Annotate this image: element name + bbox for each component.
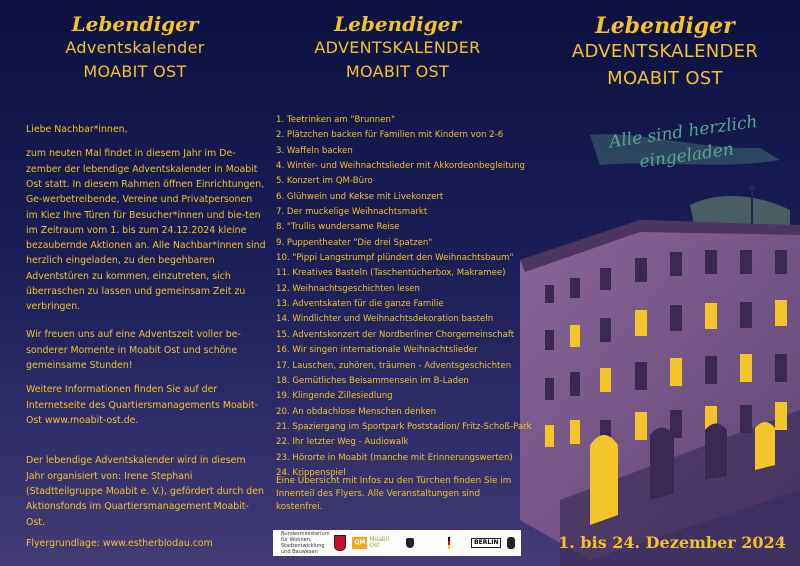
title-script: Lebendiger (595, 13, 735, 39)
title-line1-caps: ADVENTSKALENDER (314, 38, 481, 57)
program-item: 15. Adventskonzert der Nordberliner Chorgemeinschaft (276, 329, 515, 340)
title-line2: MOABIT OST (607, 68, 723, 89)
program-item: 16. Wir singen internationale Weihnachtslieder (276, 345, 478, 356)
bear-icon (507, 537, 515, 549)
intro-greeting: Liebe Nachbar*innen, (26, 124, 128, 136)
qm-moabit-ost-logo (352, 532, 400, 554)
berlin-bear-logo (505, 532, 517, 554)
program-item: 22. Ihr letzter Weg - Audiowalk (276, 437, 409, 448)
door-arch-lit (590, 435, 618, 525)
qm-badge: QM (352, 537, 367, 549)
title-line2: MOABIT OST (345, 62, 450, 81)
door-arch-dark-2 (705, 424, 727, 481)
program-item: 2. Plätzchen backen für Familien mit Kindern von 2-6 (276, 130, 504, 141)
intro-body: zum neuten Mal findet in diesem Jahr im De-zember der lebendige Adventskalender in Moabit Ost statt. In diesem Rahmen öffnen Einrichtungen, Ge-werbetreibende, Vereine und Privatpersonen im Kiez Ihre Türen für Besucher*innen und bie-ten im Zeitraum vom 1. bis zum 24.12.2024 kleine bezaubernde Aktionen an. Alle Nachbar*innen sind herzlich eingeladen, zu den begehbaren Adventstüren zu kommen, einzutreten, sich überraschen zu lassen und gemeinsam Zeit zu verbringen. (26, 148, 266, 313)
program-item: 12. Weihnachtsgeschichten lesen (276, 283, 420, 294)
sponsor-logo-bar (273, 530, 521, 556)
program-item: 23. Hörorte in Moabit (manche mit Erinnerungswerten) (276, 452, 513, 463)
tv-tower-sphere (749, 185, 755, 191)
qm-label: Moabit Ost (369, 536, 390, 549)
program-item: 21. Spaziergang im Sportpark Poststadion/ Fritz-Schoß-Park (276, 421, 532, 432)
program-item: 5. Konzert im QM-Büro (276, 176, 373, 187)
ministry-logo (406, 532, 442, 554)
flyer-credit: Flyergrundlage: www.estherblodau.com (26, 538, 213, 550)
federal-eagle-icon (406, 538, 414, 548)
program-item: 24. Krippenspiel (276, 467, 346, 478)
title-line1-caps: ADVENTSKALENDER (571, 41, 759, 62)
program-item: 6. Glühwein und Kekse mit Livekonzert (276, 191, 444, 202)
title-block-left (20, 12, 250, 84)
intro-info: Weitere Informationen finden Sie auf der Internetseite des Quartiersmanagements Moabit-Ost www.moabit-ost.de. (26, 384, 259, 426)
program-item: 9. Puppentheater "Die drei Spatzen" (276, 237, 433, 248)
bmwsb-label: Bundesministerium für Wohnen, Stadtentwicklung und Bauwesen (281, 531, 330, 555)
program-item: 14. Windlichter und Weihnachtsdekoration basteln (276, 314, 494, 325)
title-script: Lebendiger (334, 12, 461, 36)
program-list (276, 113, 536, 481)
emblem-icon (448, 537, 450, 549)
door-arch-dark (650, 428, 674, 501)
district-logo (333, 532, 347, 554)
program-item: 18. Gemütliches Beisammensein im B-Laden (276, 375, 469, 386)
program-item: 20. An obdachlose Menschen denken (276, 406, 437, 417)
title-block-middle (275, 12, 520, 84)
program-item: 7. Der muckelige Weihnachtsmarkt (276, 207, 428, 218)
program-item: 4. Winter- und Weihnachtslieder mit Akkordeonbegleitung (276, 161, 525, 172)
program-item: 10. "Pippi Langstrumpf plündert den Weihnachtsbaum" (276, 253, 514, 264)
title-line2: MOABIT OST (83, 62, 187, 81)
program-item: 19. Klingende Zillesiedlung (276, 391, 393, 402)
door-arch-lit-2 (755, 422, 775, 470)
program-item: 8. "Trullis wundersame Reise (276, 222, 400, 233)
district-shield-icon (334, 535, 346, 551)
program-item: 13. Adventskaten für die ganze Familie (276, 299, 444, 310)
berlin-logo (473, 532, 499, 554)
organizer-text: Der lebendige Adventskalender wird in diesem Jahr organisiert von: Irene Stephani (Stadtteilgruppe Moabit e. V.), gefördert durch den Aktionsfonds im Quartiersmanagement Moabit-Ost. (26, 455, 264, 528)
berlin-wordmark: BERLIN (471, 538, 501, 548)
social-city-logo (448, 532, 468, 554)
bmwsb-logo (277, 531, 330, 555)
welcome-slogan: Alle sind herzlich eingeladen (607, 111, 759, 173)
overview-note: Eine Übersicht mit Infos zu den Türchen finden Sie im Innenteil des Flyers. Alle Veranstaltungen sind kostenfrei. (276, 476, 512, 512)
intro-closing: Wir freuen uns auf eine Adventszeit voller be-sonderer Momente in Moabit Ost und schöne gemeinsame Stunden! (26, 329, 241, 371)
title-script: Lebendiger (71, 12, 199, 36)
event-dates: 1. bis 24. Dezember 2024 (558, 533, 786, 552)
program-item: 11. Kreatives Basteln (Taschentücherbox, Makramee) (276, 268, 506, 279)
title-block-right (545, 14, 785, 92)
program-item: 3. Waffeln backen (276, 145, 353, 156)
program-item: 17. Lauschen, zuhören, träumen - Adventsgeschichten (276, 360, 512, 371)
program-item: 1. Teetrinken am "Brunnen" (276, 115, 395, 125)
title-line1: Adventskalender (65, 38, 205, 57)
